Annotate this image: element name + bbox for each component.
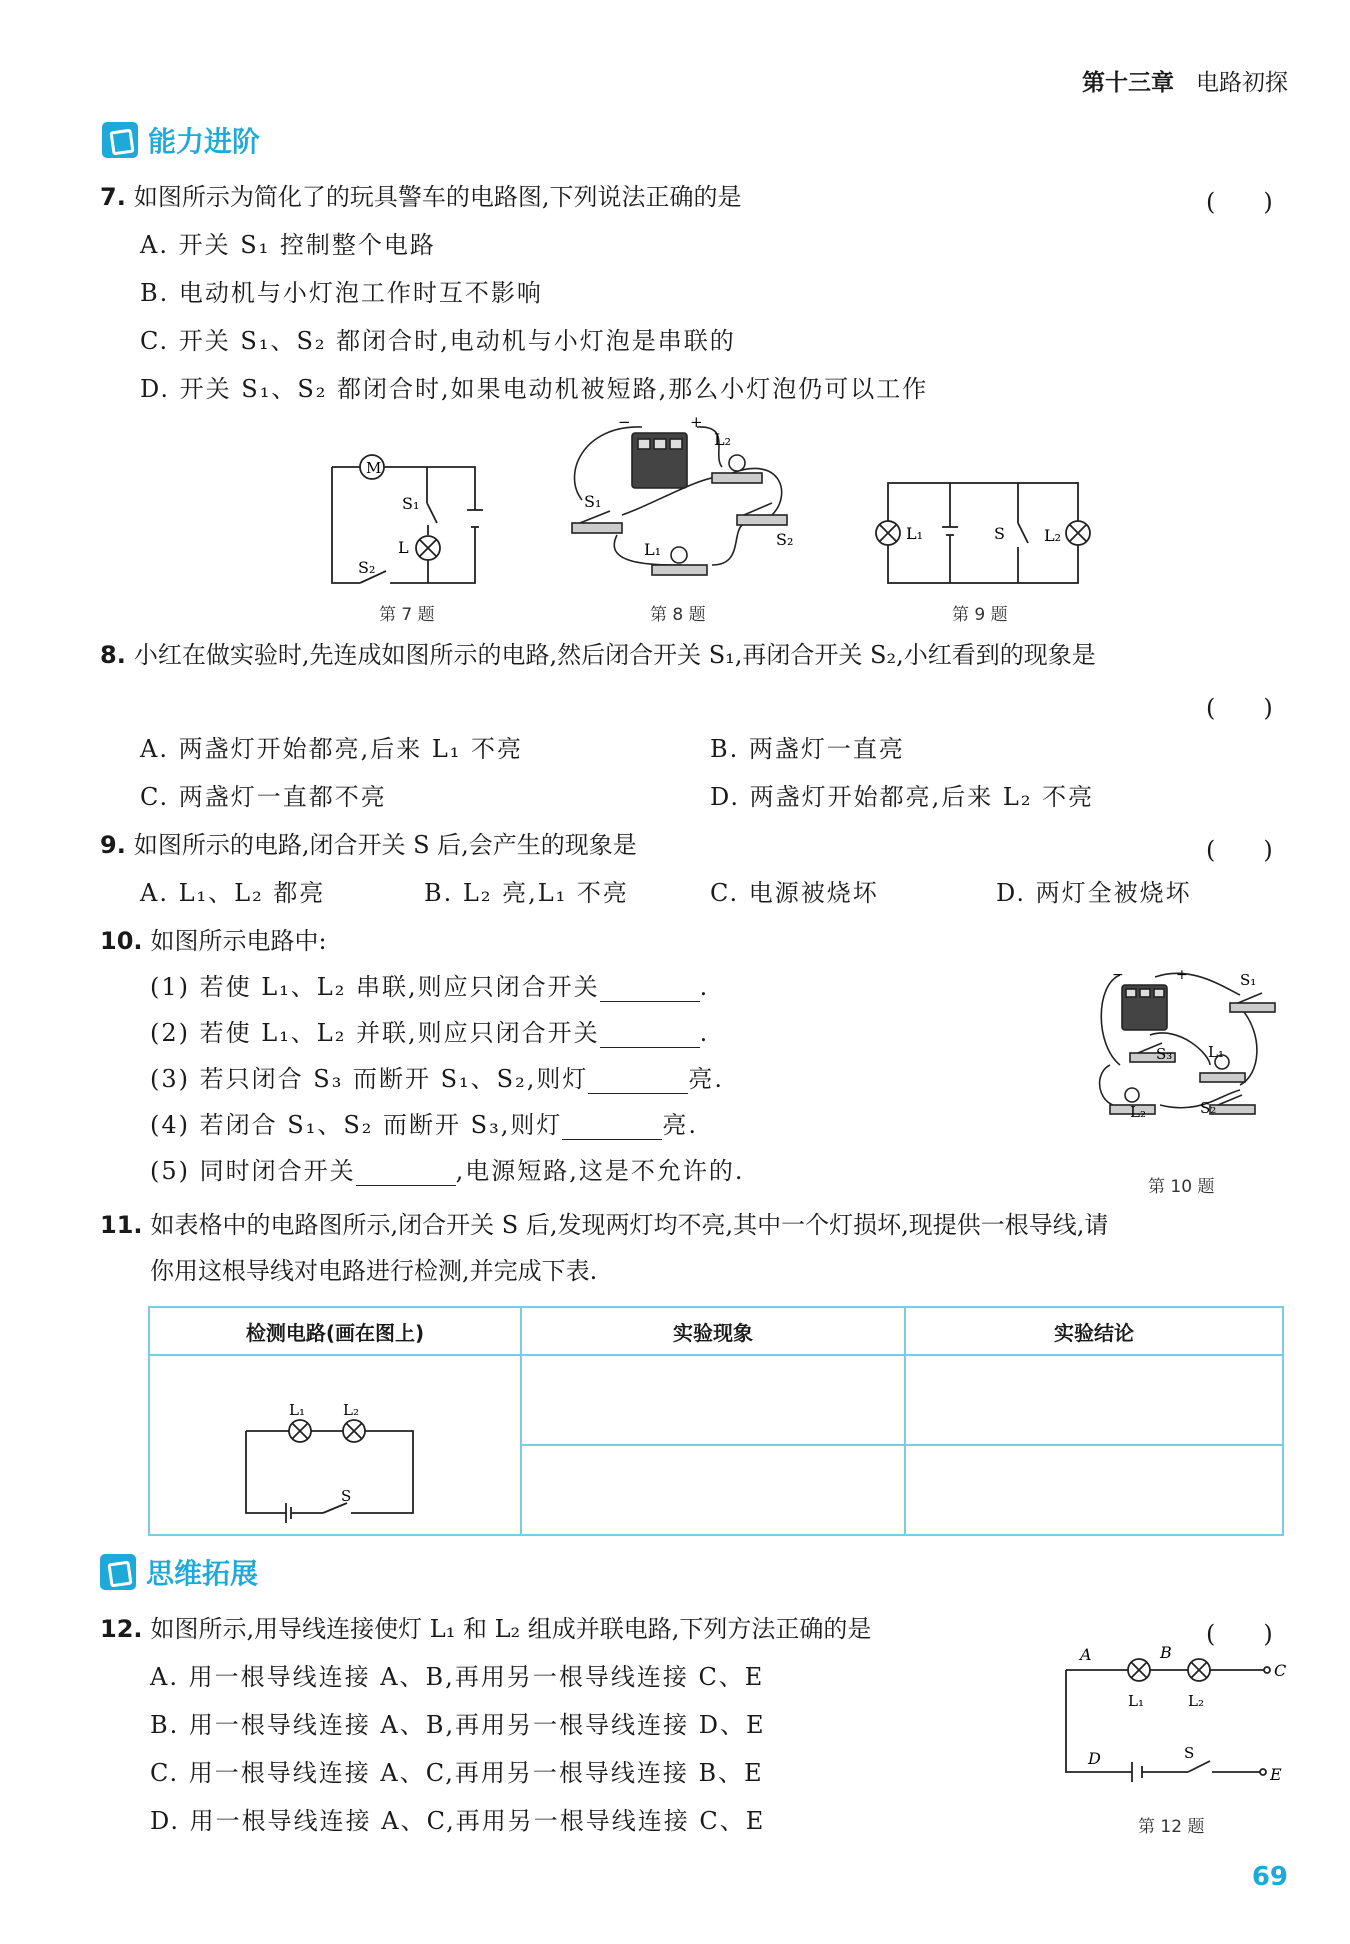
q10-item-3: (3) 若只闭合 S₃ 而断开 S₁、S₂,则灯 亮. [150,1065,724,1093]
question-stem: 如图所示为简化了的玩具警车的电路图,下列说法正确的是 [133,183,742,211]
option-d: D. 开关 S₁、S₂ 都闭合时,如果电动机被短路,那么小灯泡仍可以工作 [140,375,929,403]
table-cell-phenomenon-1[interactable] [521,1355,905,1445]
q10-item-2: (2) 若使 L₁、L₂ 并联,则应只闭合开关 . [150,1019,710,1047]
q10-item-5: (5) 同时闭合开关 ,电源短路,这是不允许的. [150,1157,745,1185]
point-b: B [1160,1643,1172,1662]
question-number: 7. [100,183,126,211]
table-header-conclusion: 实验结论 [905,1307,1283,1355]
q10-item-4: (4) 若闭合 S₁、S₂ 而断开 S₃,则灯 亮. [150,1111,698,1139]
option-c: C. 两盏灯一直都不亮 [140,783,387,811]
answer-paren: ( ) [1206,1620,1273,1648]
option-d: D. 两盏灯开始都亮,后来 L₂ 不亮 [710,783,1095,811]
label-l2: L₂ [343,1401,359,1419]
table-cell-conclusion-2[interactable] [905,1445,1283,1535]
answer-paren: ( ) [1206,188,1273,216]
figure-12-circuit [1052,1640,1292,1785]
table-header-phenomenon: 实验现象 [521,1307,905,1355]
figure-9-circuit [868,475,1098,595]
caption-fig10: 第 10 题 [1148,1177,1215,1197]
section-heading-ability [102,120,260,160]
page-header [1082,64,1288,97]
label-s3: S₃ [1156,1045,1173,1063]
point-c: C [1274,1661,1287,1680]
plus-sign: + [1176,967,1188,983]
option-b: B. 电动机与小灯泡工作时互不影响 [140,279,543,307]
point-e: E [1270,1765,1282,1784]
label-s1: S₁ [584,492,602,511]
question-number: 8. [100,641,126,669]
chapter-title: 电路初探 [1196,70,1288,96]
option-d: D. 用一根导线连接 A、C,再用另一根导线连接 C、E [150,1807,766,1835]
minus-sign: − [618,415,631,431]
question-stem: 如表格中的电路图所示,闭合开关 S 后,发现两灯均不亮,其中一个灯损坏,现提供一根导线,请 [150,1211,1109,1239]
label-l1: L₁ [1208,1043,1224,1061]
q10-item-1: (1) 若使 L₁、L₂ 串联,则应只闭合开关 . [150,973,710,1001]
point-d: D [1088,1749,1101,1768]
label-s2: S₂ [1200,1099,1217,1117]
question-12 [100,1614,871,1644]
question-number: 10. [100,927,143,955]
question-number: 9. [100,831,126,859]
section-title: 思维拓展 [146,1557,259,1590]
answer-blank[interactable] [562,1115,662,1140]
q11-table [148,1306,1284,1536]
option-c: C. 电源被烧坏 [710,879,879,907]
label-l1: L₁ [289,1401,305,1419]
question-9 [100,830,637,860]
option-a: A. L₁、L₂ 都亮 [140,879,326,907]
table-cell-circuit [149,1355,521,1535]
answer-paren: ( ) [1206,836,1273,864]
figure-8-circuit [562,415,802,595]
label-l2: L₂ [714,430,732,449]
label-l2: L₂ [1044,526,1062,545]
option-b: B. L₂ 亮,L₁ 不亮 [424,879,629,907]
label-s2: S₂ [776,530,794,549]
answer-blank[interactable] [588,1069,688,1094]
option-b: B. 用一根导线连接 A、B,再用另一根导线连接 D、E [150,1711,766,1739]
label-l: L [398,538,409,557]
page-number: 69 [1251,1862,1288,1892]
q11-circuit [151,1357,519,1533]
option-d: D. 两灯全被烧坏 [996,879,1192,907]
label-l1: L₁ [1128,1692,1144,1710]
point-a: A [1080,1645,1092,1664]
minus-sign: − [1112,967,1124,983]
question-stem: 如图所示电路中: [150,927,327,955]
label-l2: L₂ [1130,1103,1146,1121]
label-s1: S₁ [1240,971,1257,989]
label-l2: L₂ [1188,1692,1204,1710]
section-title: 能力进阶 [148,125,261,158]
answer-blank[interactable] [600,977,700,1002]
table-header-circuit: 检测电路(画在图上) [149,1307,521,1355]
label-s2: S₂ [358,558,376,577]
table-cell-phenomenon-2[interactable] [521,1445,905,1535]
table-cell-conclusion-1[interactable] [905,1355,1283,1445]
answer-blank[interactable] [600,1023,700,1048]
caption-fig12: 第 12 题 [1138,1817,1205,1837]
label-s: S [341,1487,352,1505]
label-s1: S₁ [402,494,420,513]
caption-fig8: 第 8 题 [650,605,706,625]
option-c: C. 开关 S₁、S₂ 都闭合时,电动机与小灯泡是串联的 [140,327,736,355]
motor-label: M [366,459,382,477]
label-l1: L₁ [906,524,924,543]
label-s: S [1184,1744,1195,1762]
label-s: S [994,524,1005,543]
question-10 [100,926,327,956]
question-8 [100,640,1096,670]
question-11 [100,1210,1108,1240]
label-l1: L₁ [644,540,662,559]
option-a: A. 开关 S₁ 控制整个电路 [140,231,436,259]
caption-fig9: 第 9 题 [952,605,1008,625]
figure-7-circuit [320,445,490,595]
caption-fig7: 第 7 题 [379,605,435,625]
question-stem: 小红在做实验时,先连成如图所示的电路,然后闭合开关 S₁,再闭合开关 S₂,小红看到的现象是 [133,641,1096,669]
plus-sign: + [690,415,703,431]
pencil-icon [100,1554,136,1590]
pencil-icon [102,122,138,158]
question-number: 12. [100,1615,143,1643]
option-c: C. 用一根导线连接 A、C,再用另一根导线连接 B、E [150,1759,764,1787]
answer-blank[interactable] [356,1161,456,1186]
option-b: B. 两盏灯一直亮 [710,735,905,763]
question-7 [100,182,741,212]
figure-10-circuit [1090,965,1290,1140]
question-11-line2: 你用这根导线对电路进行检测,并完成下表. [150,1257,598,1285]
option-a: A. 用一根导线连接 A、B,再用另一根导线连接 C、E [150,1663,765,1691]
option-a: A. 两盏灯开始都亮,后来 L₁ 不亮 [140,735,524,763]
question-stem: 如图所示的电路,闭合开关 S 后,会产生的现象是 [133,831,637,859]
chapter-label: 第十三章 [1082,70,1174,96]
answer-paren: ( ) [1206,694,1273,722]
question-number: 11. [100,1211,143,1239]
section-heading-thinking [100,1552,258,1592]
question-stem: 如图所示,用导线连接使灯 L₁ 和 L₂ 组成并联电路,下列方法正确的是 [150,1615,872,1643]
